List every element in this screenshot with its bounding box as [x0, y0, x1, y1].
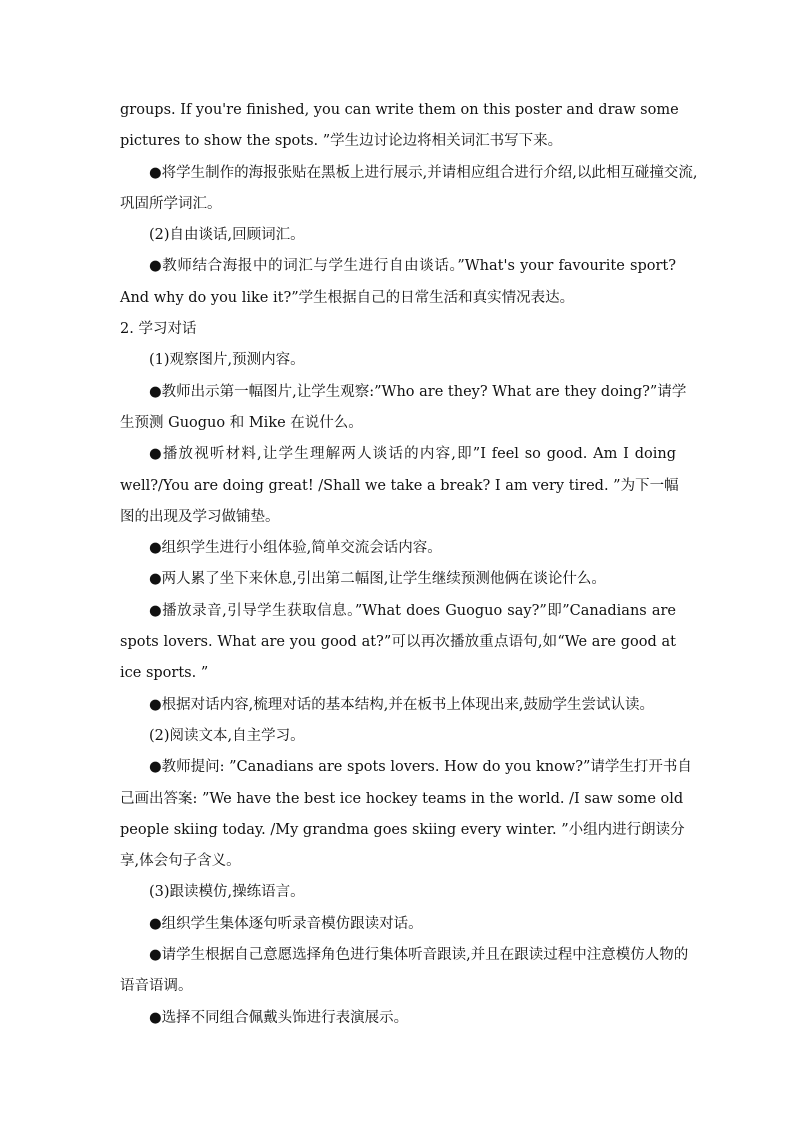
text-line: people skiing today. /My grandma goes skiing every winter. ”小组内进行朗读分: [120, 821, 685, 838]
bullet-paragraph: ●播放视听材料,让学生理解两人谈话的内容,即”I feel so good. Am I doing: [149, 446, 676, 463]
bullet-paragraph: ●教师出示第一幅图片,让学生观察:”Who are they? What are they doing?”请学: [149, 383, 687, 400]
bullet-paragraph: ●两人累了坐下来休息,引出第二幅图,让学生继续预测他俩在谈论什么。: [149, 571, 606, 588]
bullet-paragraph: ●教师提问: ”Canadians are spots lovers. How do you know?”请学生打开书自: [149, 759, 692, 776]
text-line: 图的出现及学习做铺垫。: [120, 508, 280, 525]
text-line: 生预测 Guoguo 和 Mike 在说什么。: [120, 414, 363, 431]
document-body: [120, 95, 698, 1034]
bullet-paragraph: ●选择不同组合佩戴头饰进行表演展示。: [149, 1009, 409, 1026]
text-line: spots lovers. What are you good at?”可以再次播放重点语句,如“We are good at: [120, 634, 676, 651]
text-line: And why do you like it?”学生根据自己的日常生活和真实情况表达。: [120, 289, 575, 306]
subheading: (1)观察图片,预测内容。: [149, 352, 305, 369]
subheading: (3)跟读模仿,操练语言。: [149, 884, 305, 901]
text-line: 己画出答案: ”We have the best ice hockey teams in the world. /I saw some old: [120, 790, 684, 807]
text-line: pictures to show the spots. ”学生边讨论边将相关词汇书写下来。: [120, 133, 563, 150]
bullet-paragraph: ●播放录音,引导学生获取信息。”What does Guoguo say?”即”Canadians are: [149, 602, 676, 619]
subheading: (2)阅读文本,自主学习。: [149, 727, 305, 744]
text-line: 享,体会句子含义。: [120, 853, 241, 870]
subheading: (2)自由谈话,回顾词汇。: [149, 227, 305, 244]
bullet-paragraph: ●组织学生进行小组体验,简单交流会话内容。: [149, 540, 442, 557]
bullet-paragraph: ●请学生根据自己意愿选择角色进行集体听音跟读,并且在跟读过程中注意模仿人物的: [149, 947, 689, 964]
text-line: groups. If you're finished, you can write them on this poster and draw some: [120, 102, 679, 118]
text-line: well?/You are doing great! /Shall we take a break? I am very tired. ”为下一幅: [120, 477, 679, 494]
bullet-paragraph: ●将学生制作的海报张贴在黑板上进行展示,并请相应组合进行介绍,以此相互碰撞交流,: [149, 164, 698, 181]
text-line: ice sports. ”: [120, 665, 209, 682]
section-heading: 2. 学习对话: [120, 321, 197, 338]
bullet-paragraph: ●组织学生集体逐句听录音模仿跟读对话。: [149, 915, 423, 932]
text-line: 巩固所学词汇。: [120, 195, 222, 212]
bullet-paragraph: ●根据对话内容,梳理对话的基本结构,并在板书上体现出来,鼓励学生尝试认读。: [149, 696, 654, 713]
text-line: 语音语调。: [120, 978, 193, 995]
bullet-paragraph: ●教师结合海报中的词汇与学生进行自由谈话。”What's your favourite sport?: [149, 258, 676, 275]
